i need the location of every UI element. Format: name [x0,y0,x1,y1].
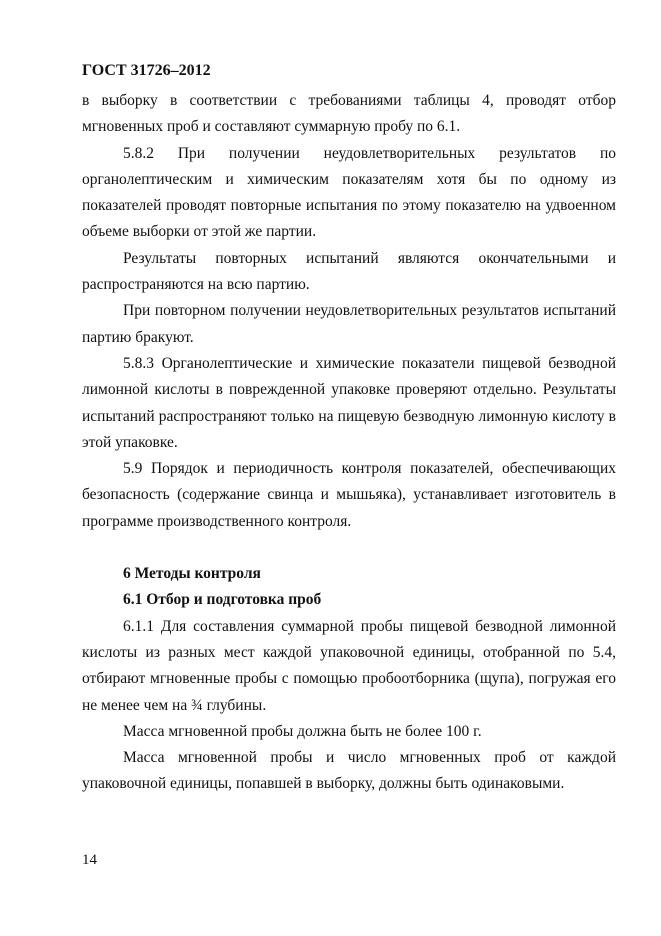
paragraph-reject-lot: При повторном получении неудовлетворительных результатов испытаний партию бракуют. [82,302,616,346]
document-body [82,88,616,798]
paragraph-retest-results: Результаты повторных испытаний являются окончательными и распространяются на всю партию. [82,249,616,294]
paragraph-continuation: в выборку в соответствии с требованиями таблицы 4, проводят отбор мгновенных проб и составляют суммарную пробу по 6.1. [82,92,616,136]
spacer [82,535,616,561]
section-title: 6 Методы контроля [123,565,261,583]
subsection-title: 6.1 Отбор и подготовка проб [123,591,322,609]
paragraph-5-8-3: 5.8.3 Органолептические и химические показатели пищевой безводной лимонной кислоты в поврежденной упаковке проверяют отдельно. Результаты испытаний распространяют только на пищевую безводную лимонную кислоту в этой упаковке. [82,354,616,451]
paragraph-5-9: 5.9 Порядок и периодичность контроля показателей, обеспечивающих безопасность (содержание свинца и мышьяка), устанавливает изготовитель в программе производственного контроля. [82,460,616,530]
paragraph-5-8-2: 5.8.2 При получении неудовлетворительных результатов по органолептическим и химическим показателям хотя бы по одному из показателей проводят повторные испытания по этому показателю на удвоенном объеме выборки от этой же партии. [82,144,616,241]
page-number: 14 [82,852,97,868]
paragraph-6-1-1: 6.1.1 Для составления суммарной пробы пищевой безводной лимонной кислоты из разных мест каждой упаковочной единицы, отобранной по 5.4, отбирают мгновенные пробы с помощью пробоотборника (щупа), погружая его не менее чем на ¾ глубины. [82,617,616,714]
paragraph-sample-mass: Масса мгновенной пробы должна быть не более 100 г. [123,722,482,740]
paragraph-sample-count: Масса мгновенной пробы и число мгновенных проб от каждой упаковочной единицы, попавшей в выборку, должны быть одинаковыми. [82,749,616,793]
standard-header: ГОСТ 31726–2012 [82,62,211,79]
